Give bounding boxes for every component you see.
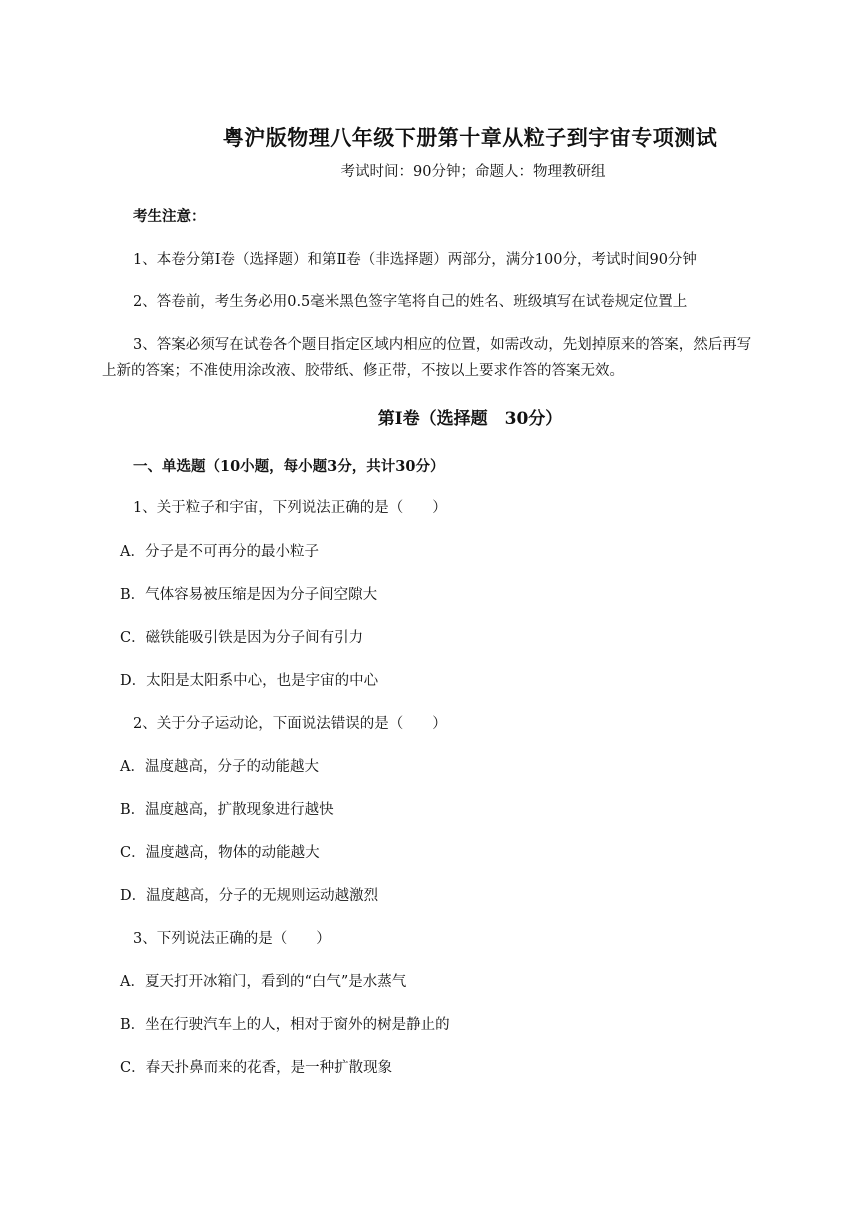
exam-title: 粤沪版物理八年级下册第十章从粒子到宇宙专项测试 [222,125,718,150]
notice-heading: 考生注意： [133,208,206,225]
question-2-option-a: A．温度越高，分子的动能越大 [120,759,319,775]
notice-item-2: 2、答卷前，考生务必用0.5毫米黑色签字笔将自己的姓名、班级填写在试卷规定位置上 [133,294,688,310]
question-2-option-d: D．温度越高，分子的无规则运动越激烈 [120,888,379,904]
section-title: 第Ⅰ卷（选择题 30分） [377,409,563,429]
question-3-option-c: C．春天扑鼻而来的花香，是一种扩散现象 [120,1060,393,1076]
question-1-option-c: C．磁铁能吸引铁是因为分子间有引力 [120,630,364,646]
question-1-stem: 1、关于粒子和宇宙，下列说法正确的是（ ） [133,500,447,516]
notice-item-3: 3、答案必须写在试卷各个题目指定区域内相应的位置，如需改动，先划掉原来的答案，然后再写 [133,337,752,353]
exam-subtitle: 考试时间：90分钟；命题人：物理教研组 [340,164,606,180]
notice-item-1: 1、本卷分第Ⅰ卷（选择题）和第Ⅱ卷（非选择题）两部分，满分100分，考试时间90分钟 [133,252,697,268]
question-1-option-b: B．气体容易被压缩是因为分子间空隙大 [120,587,378,603]
question-1-option-d: D．太阳是太阳系中心，也是宇宙的中心 [120,673,379,689]
part-heading: 一、单选题（10小题，每小题3分，共计30分） [133,458,445,475]
question-3-stem: 3、下列说法正确的是（ ） [133,931,331,947]
question-2-option-c: C．温度越高，物体的动能越大 [120,845,320,861]
question-3-option-b: B．坐在行驶汽车上的人，相对于窗外的树是静止的 [120,1017,450,1033]
question-3-option-a: A．夏天打开冰箱门，看到的“白气”是水蒸气 [120,974,407,990]
question-2-stem: 2、关于分子运动论，下面说法错误的是（ ） [133,716,447,732]
question-1-option-a: A．分子是不可再分的最小粒子 [120,544,319,560]
question-2-option-b: B．温度越高，扩散现象进行越快 [120,802,334,818]
notice-item-3-continued: 上新的答案；不准使用涂改液、胶带纸、修正带，不按以上要求作答的答案无效。 [102,363,624,379]
